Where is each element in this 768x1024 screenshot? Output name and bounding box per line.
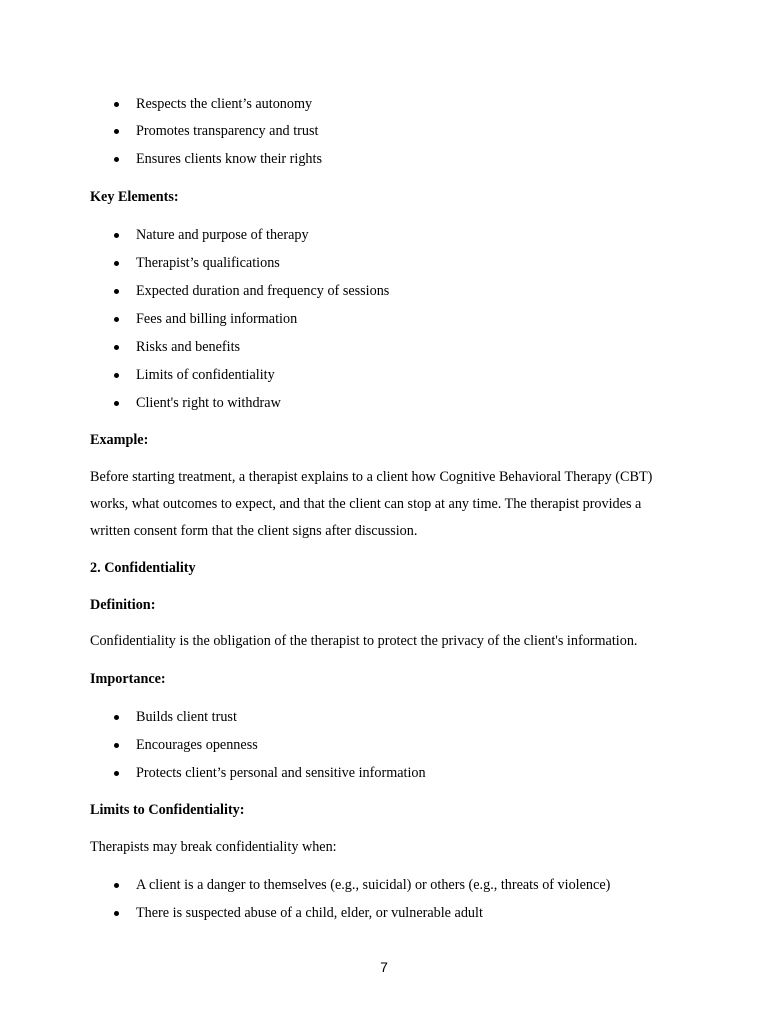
section-title: 2. Confidentiality xyxy=(90,560,196,576)
paragraph-line: written consent form that the client signs after discussion. xyxy=(90,523,418,539)
bullet-icon xyxy=(114,401,119,406)
bullet-icon xyxy=(114,743,119,748)
definition-text: Confidentiality is the obligation of the therapist to protect the privacy of the client's information. xyxy=(90,633,638,649)
bullet-icon xyxy=(114,771,119,776)
importance-heading: Importance: xyxy=(90,671,166,687)
bullet-icon xyxy=(114,157,119,162)
limits-heading: Limits to Confidentiality: xyxy=(90,802,245,818)
page-number: 7 xyxy=(380,959,388,975)
bullet-icon xyxy=(114,883,119,888)
document-page: Respects the client’s autonomy Promotes transparency and trust Ensures clients know their rights Key Elements: Nature and purpose of therapy Therapist’s qualifications Expected duration and frequency of sessions Fees and billing information Risks and benefits Limits of confidentiality Client's right to withdraw Example: Before starting treatment, a therapist explains to a client how Cognitive Behavioral Therapy (CBT) works, what outcomes to expect, and that the client can stop at any time. The therapist provides a written consent form that the client signs after discussion. 2. Confidentiality Definition: Confidentiality is the obligation of the therapist to protect the privacy of the client's information. Importance: Builds client trust Encourages openness Protects client’s personal and sensitive information Limits to Confidentiality: Therapists may break confidentiality when: A client is a danger to themselves (e.g., suicidal) or others (e.g., threats of violence) There is suspected abuse of a child, elder, or vulnerable adult 7 xyxy=(0,0,768,1024)
limits-intro: Therapists may break confidentiality when: xyxy=(90,839,337,855)
bullet-icon xyxy=(114,129,119,134)
bullet-icon xyxy=(114,233,119,238)
bullet-icon xyxy=(114,289,119,294)
example-heading: Example: xyxy=(90,432,149,448)
key-elements-heading: Key Elements: xyxy=(90,189,179,205)
paragraph-line: Before starting treatment, a therapist explains to a client how Cognitive Behavioral Therapy (CBT) xyxy=(90,469,653,485)
definition-heading: Definition: xyxy=(90,597,156,613)
bullet-icon xyxy=(114,102,119,107)
bullet-icon xyxy=(114,373,119,378)
paragraph-line: works, what outcomes to expect, and that the client can stop at any time. The therapist provides a xyxy=(90,496,642,512)
bullet-icon xyxy=(114,911,119,916)
bullet-icon xyxy=(114,317,119,322)
bullet-icon xyxy=(114,715,119,720)
bullet-icon xyxy=(114,345,119,350)
bullet-icon xyxy=(114,261,119,266)
